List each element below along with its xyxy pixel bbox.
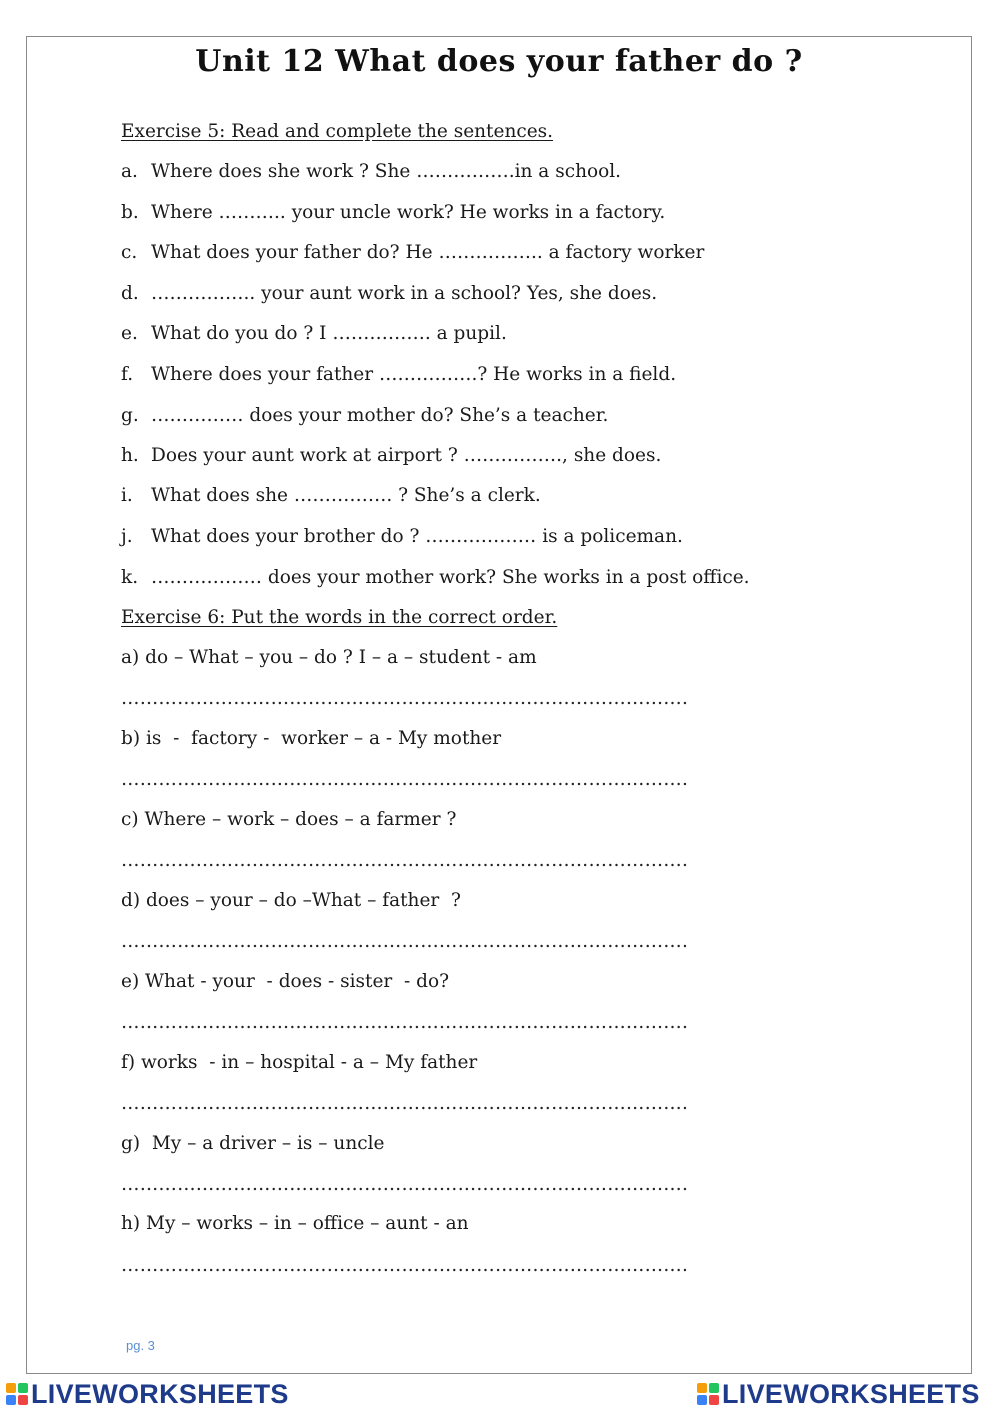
exercise-5-heading: Exercise 5: Read and complete the sentences.: [121, 121, 554, 142]
exercise-5-item: [121, 526, 683, 547]
item-text: Where ……….. your uncle work? He works in a factory.: [151, 202, 666, 223]
answer-line[interactable]: ……………………………………………………………………………….: [121, 769, 689, 790]
page-title: Unit 12 What does your father do ?: [195, 44, 803, 79]
brand-logo-right[interactable]: [697, 1380, 980, 1408]
exercise-5-item: [121, 283, 657, 304]
brand-mark-icon: [697, 1383, 719, 1405]
exercise-6-prompt: f) works - in – hospital - a – My father: [121, 1052, 478, 1073]
answer-line[interactable]: ……………………………………………………………………………….: [121, 1012, 689, 1033]
brand-name: LIVEWORKSHEETS: [722, 1378, 980, 1409]
answer-line[interactable]: ……………………………………………………………………………….: [121, 931, 689, 952]
page-number: pg. 3: [126, 1338, 155, 1353]
exercise-5-item: [121, 202, 665, 223]
exercise-6-prompt: e) What - your - does - sister - do?: [121, 971, 450, 992]
exercise-6-prompt: g) My – a driver – is – uncle: [121, 1133, 385, 1154]
item-letter: a.: [121, 161, 138, 182]
item-letter: i.: [121, 485, 133, 506]
item-letter: b.: [121, 202, 139, 223]
item-text: ……………… does your mother work? She works in a post office.: [151, 567, 750, 588]
brand-name: LIVEWORKSHEETS: [31, 1378, 289, 1409]
exercise-5-item: [121, 445, 661, 466]
exercise-6-heading: Exercise 6: Put the words in the correct order.: [121, 607, 558, 628]
item-text: What does your brother do ? ……………… is a policeman.: [151, 526, 683, 547]
item-text: Does your aunt work at airport ? ……………., she does.: [151, 445, 662, 466]
answer-line[interactable]: ……………………………………………………………………………….: [121, 1093, 689, 1114]
exercise-6-prompt: a) do – What – you – do ? I – a – student - am: [121, 647, 537, 668]
item-letter: f.: [121, 364, 134, 385]
exercise-5-item: [121, 323, 507, 344]
item-text: …………… does your mother do? She’s a teacher.: [151, 405, 609, 426]
item-letter: k.: [121, 567, 139, 588]
item-text: Where does she work ? She …………….in a school.: [151, 161, 622, 182]
exercise-6-prompt: b) is - factory - worker – a - My mother: [121, 728, 502, 749]
item-text: What does she ……………. ? She’s a clerk.: [151, 485, 541, 506]
answer-line[interactable]: ……………………………………………………………………………….: [121, 1255, 689, 1276]
exercise-5-item: [121, 405, 608, 426]
exercise-5-item: [121, 161, 621, 182]
exercise-5-item: [121, 364, 676, 385]
item-text: Where does your father …………….? He works in a field.: [151, 364, 677, 385]
answer-line[interactable]: ……………………………………………………………………………….: [121, 1174, 689, 1195]
exercise-5-item: [121, 567, 750, 588]
item-text: What do you do ? I ……………. a pupil.: [151, 323, 507, 344]
brand-logo-left[interactable]: [6, 1380, 289, 1408]
item-letter: g.: [121, 405, 139, 426]
exercise-5-item: [121, 485, 541, 506]
item-letter: d.: [121, 283, 139, 304]
answer-line[interactable]: ……………………………………………………………………………….: [121, 850, 689, 871]
exercise-6-prompt: d) does – your – do –What – father ?: [121, 890, 461, 911]
exercise-6-prompt: h) My – works – in – office – aunt - an: [121, 1213, 469, 1234]
item-text: …………….. your aunt work in a school? Yes, she does.: [151, 283, 658, 304]
exercise-6-prompt: c) Where – work – does – a farmer ?: [121, 809, 457, 830]
brand-mark-icon: [6, 1383, 28, 1405]
item-text: What does your father do? He …………….. a factory worker: [151, 242, 705, 263]
answer-line[interactable]: ……………………………………………………………………………….: [121, 688, 689, 709]
exercise-5-item: [121, 242, 704, 263]
item-letter: c.: [121, 242, 138, 263]
item-letter: h.: [121, 445, 139, 466]
item-letter: j.: [121, 526, 133, 547]
item-letter: e.: [121, 323, 138, 344]
